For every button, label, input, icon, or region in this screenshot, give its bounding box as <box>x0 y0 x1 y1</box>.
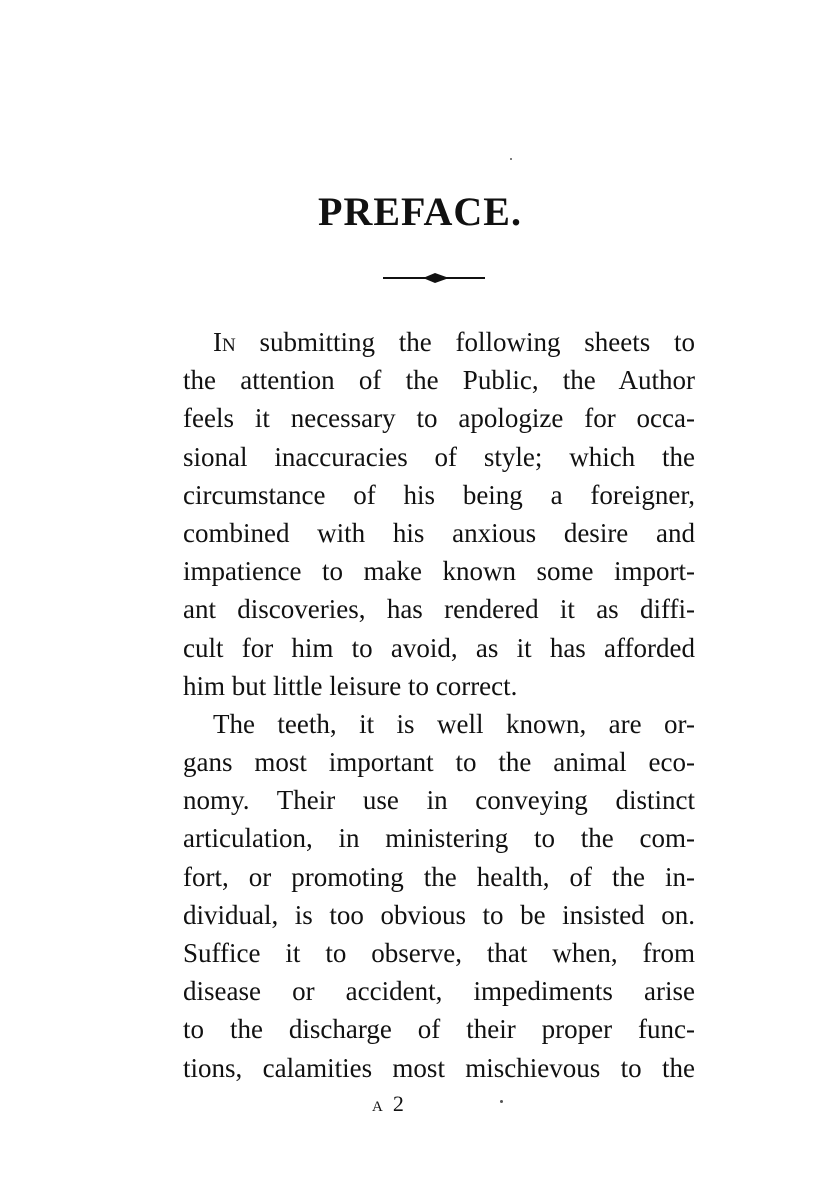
paragraph-2-line-9: to the discharge of their proper func- <box>183 1014 695 1045</box>
paragraph-1-line-9: cult for him to avoid, as it has afforded <box>183 632 695 663</box>
paragraph-2-line-7: Suffice it to observe, that when, from <box>183 938 695 968</box>
paragraph-2-line-3: nomy. Their use in conveying distinct <box>183 785 695 816</box>
paragraph-1-line-5: circumstance of his being a foreigner, <box>183 479 695 510</box>
paragraph-2-line-5: fort, or promoting the health, of the in- <box>183 861 695 892</box>
signature-mark <box>372 1091 406 1117</box>
print-speck <box>510 158 512 160</box>
page-title: PREFACE. <box>318 189 522 234</box>
paragraph-1-line-3: feels it necessary to apologize for occa- <box>183 403 695 434</box>
paragraph-2-line-2: gans most important to the animal eco- <box>183 747 695 778</box>
paragraph-2-line-4: articulation, in ministering to the com- <box>183 823 695 854</box>
paragraph-1-line-2: the attention of the Public, the Author <box>183 365 695 396</box>
signature-letter: A <box>372 1099 385 1115</box>
paragraph-2-line-6: dividual, is too obvious to be insisted on. <box>183 899 695 930</box>
paragraph-1-line-10: him but little leisure to correct. <box>183 670 518 701</box>
paragraph-2-line-8: disease or accident, impediments arise <box>183 976 695 1007</box>
paragraph-2-line-1: The teeth, it is well known, are or- <box>213 708 695 739</box>
print-speck <box>500 1100 503 1103</box>
paragraph-1-line-7: impatience to make known some import- <box>183 556 695 587</box>
paragraph-1-line-6: combined with his anxious desire and <box>183 517 695 548</box>
paragraph-1-line-1: In submitting the following sheets to <box>213 327 695 357</box>
lead-word: In <box>213 327 236 357</box>
paragraph-2-line-10: tions, calamities most mischievous to the <box>183 1052 695 1083</box>
paragraph-1-line-8: ant discoveries, has rendered it as diffi- <box>183 594 695 625</box>
paragraph-1-line-4: sional inaccuracies of style; which the <box>183 441 695 472</box>
ornament-divider-icon <box>383 270 485 286</box>
body-text <box>183 323 695 1087</box>
signature-number: 2 <box>392 1091 406 1116</box>
